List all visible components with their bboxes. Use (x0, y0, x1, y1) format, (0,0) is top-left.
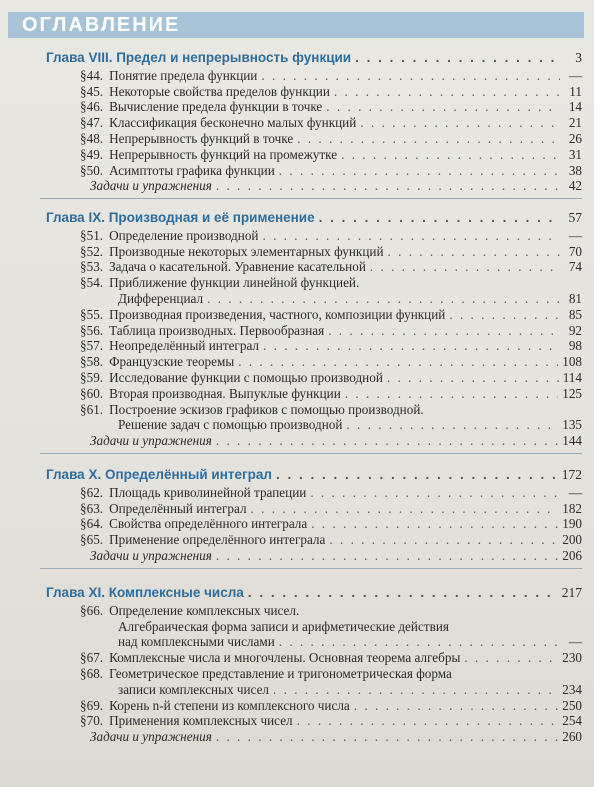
dot-leader (273, 682, 558, 698)
page-number: 230 (562, 650, 582, 666)
dot-leader (326, 99, 560, 115)
section-title-line: Непрерывность функций в точке (109, 131, 294, 146)
section-number: §44. (80, 67, 104, 83)
section-entry[interactable] (80, 402, 424, 418)
page-number: 21 (568, 115, 582, 131)
page-number: 85 (568, 306, 582, 322)
chapter-divider (40, 568, 582, 569)
section-title-line: Производные некоторых элементарных функций (109, 243, 384, 259)
section-entry[interactable] (80, 354, 582, 370)
dot-leader (311, 516, 558, 532)
section-number: §51. (80, 227, 104, 243)
section-entry[interactable] (118, 291, 582, 307)
section-number: §60. (80, 385, 104, 401)
dot-leader (279, 634, 560, 650)
section-title-line: Производная произведения, частного, композиции функций (109, 306, 446, 322)
section-title-line: Задача о касательной. Уравнение касательной (109, 259, 366, 275)
chapter-title: Глава X. Определённый интеграл (46, 467, 272, 482)
dot-leader (328, 323, 560, 339)
section-number: §50. (80, 162, 104, 178)
section-title-line: Комплексные числа и многочлены. Основная теорема алгебры (109, 650, 461, 666)
section-entry[interactable] (80, 131, 582, 147)
section-entry[interactable] (80, 713, 582, 729)
dot-leader (216, 178, 560, 194)
page-number: 70 (568, 243, 582, 259)
section-entry[interactable] (118, 417, 582, 433)
section-title-continuation: Алгебраическая форма записи и арифметические действия (118, 618, 449, 634)
page-number: 254 (562, 713, 582, 729)
section-entry[interactable] (80, 698, 582, 714)
section-entry[interactable] (118, 634, 582, 650)
section-title-line: Таблица производных. Первообразная (109, 322, 325, 338)
page-number: — (568, 67, 582, 83)
section-title-line: Определённый интеграл (109, 500, 247, 516)
section-title-line: записи комплексных чисел (118, 681, 270, 697)
section-number: §62. (80, 484, 104, 500)
section-entry[interactable] (118, 682, 582, 698)
page-number: 135 (562, 417, 582, 433)
dot-leader (310, 485, 560, 501)
dot-leader (216, 548, 558, 564)
section-number: §52. (80, 243, 104, 259)
tasks-label: Задачи и упражнения (90, 178, 212, 194)
section-number: §57. (80, 338, 104, 354)
page-number: 3 (575, 50, 582, 65)
chapter-divider (40, 453, 582, 454)
section-entry[interactable] (80, 532, 582, 548)
dot-leader (464, 650, 558, 666)
dot-leader (329, 532, 558, 548)
tasks-label: Задачи и упражнения (90, 729, 212, 745)
section-title-line: Определение производной (109, 227, 259, 243)
tasks-entry[interactable] (90, 548, 582, 564)
dot-leader (341, 147, 560, 163)
dot-leader (388, 244, 560, 260)
page-number: 217 (561, 585, 582, 600)
dot-leader (262, 228, 560, 244)
page-number: 172 (561, 467, 582, 482)
tasks-label: Задачи и упражнения (90, 433, 212, 449)
dot-leader (319, 210, 560, 226)
section-number: §70. (80, 713, 104, 729)
section-number: §59. (80, 370, 104, 385)
dot-leader (345, 386, 558, 402)
dot-leader (387, 370, 559, 386)
dot-leader (354, 698, 558, 714)
dot-leader (216, 729, 558, 745)
dot-leader (370, 259, 560, 275)
tasks-label: Задачи и упражнения (90, 548, 212, 563)
section-title-line: Приближение функции линейной функцией. (109, 275, 360, 291)
page-number: 206 (562, 548, 582, 563)
section-number: §65. (80, 532, 104, 548)
section-number: §48. (80, 131, 104, 146)
section-number: §66. (80, 602, 104, 618)
dot-leader (207, 291, 560, 307)
dot-leader (238, 354, 558, 370)
dot-leader (279, 163, 560, 179)
section-title-line: Применение определённого интеграла (109, 532, 326, 548)
dot-leader (297, 131, 560, 147)
dot-leader (334, 84, 560, 100)
title-bar (8, 12, 584, 38)
section-entry[interactable] (80, 307, 582, 323)
dot-leader (216, 433, 558, 449)
section-number: §53. (80, 259, 104, 275)
section-number: §58. (80, 354, 104, 370)
section-title-line: Классификация бесконечно малых функций (109, 115, 357, 131)
chapter-heading[interactable] (46, 585, 582, 601)
dot-leader (449, 307, 560, 323)
page-number: 200 (562, 532, 582, 548)
section-title-line: Вторая производная. Выпуклые функции (109, 385, 341, 401)
section-entry[interactable] (80, 485, 582, 501)
section-title-line: Непрерывность функций на промежутке (109, 146, 338, 162)
section-title-line: Площадь криволинейной трапеции (109, 484, 307, 500)
page-number: 125 (562, 385, 582, 401)
section-title-line: Построение эскизов графиков с помощью производной. (109, 401, 424, 417)
page-number: 98 (568, 338, 582, 354)
section-number: §54. (80, 275, 104, 291)
page-number: 31 (568, 146, 582, 162)
page-number: 234 (562, 681, 582, 697)
tasks-entry[interactable] (90, 433, 582, 449)
dot-leader (261, 68, 560, 84)
page-number: 250 (562, 697, 582, 713)
section-number: §56. (80, 322, 104, 338)
dot-leader (360, 115, 560, 131)
dot-leader (355, 50, 560, 66)
section-entry[interactable] (80, 386, 582, 402)
section-number: §69. (80, 697, 104, 713)
section-entry[interactable] (80, 338, 582, 354)
section-title-line: Свойства определённого интеграла (109, 516, 308, 532)
page-number: 11 (569, 83, 582, 99)
section-number: §49. (80, 146, 104, 162)
dot-leader (251, 501, 559, 517)
page-number: 57 (568, 210, 582, 225)
chapter-heading[interactable] (46, 467, 582, 483)
page-number: 114 (562, 370, 582, 385)
section-title-line: Решение задач с помощью производной (118, 417, 343, 433)
section-entry[interactable] (80, 666, 452, 682)
page-number: 182 (562, 500, 582, 516)
tasks-entry[interactable] (90, 729, 582, 745)
section-title-line: Корень n-й степени из комплексного числа (109, 697, 350, 713)
section-entry[interactable] (80, 650, 582, 666)
section-title-line: Исследование функции с помощью производной (109, 370, 383, 385)
section-entry[interactable] (80, 84, 582, 100)
chapter-heading[interactable] (46, 50, 582, 66)
dot-leader (263, 338, 560, 354)
dot-leader (276, 467, 558, 483)
chapter-title: Глава VIII. Предел и непрерывность функции (46, 50, 352, 65)
section-title-line: Понятие предела функции (109, 67, 258, 83)
page-number: 81 (568, 291, 582, 306)
page-number: 42 (568, 178, 582, 194)
section-entry[interactable] (80, 147, 582, 163)
section-entry[interactable] (80, 163, 582, 179)
section-title-line: Французские теоремы (109, 354, 235, 370)
chapter-title: Глава XI. Комплексные числа (46, 585, 244, 600)
section-number: §67. (80, 650, 104, 666)
page-number: 38 (568, 162, 582, 178)
section-title-line: Неопределённый интеграл (109, 338, 259, 354)
section-entry[interactable] (80, 370, 582, 386)
section-title-line: Определение комплексных чисел. (109, 602, 300, 618)
section-entry[interactable] (80, 228, 582, 244)
dot-leader (248, 585, 558, 601)
section-title-line: Асимптоты графика функции (109, 162, 275, 178)
page-number: 74 (568, 259, 582, 275)
section-number: §61. (80, 401, 104, 417)
tasks-entry[interactable] (90, 178, 582, 194)
section-number: §46. (80, 99, 104, 115)
section-number: §47. (80, 115, 104, 131)
section-entry[interactable] (80, 501, 582, 517)
dot-leader (346, 417, 558, 433)
section-entry[interactable] (80, 68, 582, 84)
page-number: — (568, 484, 582, 500)
section-title-line: Вычисление предела функции в точке (109, 99, 323, 115)
page-number: 144 (562, 433, 582, 449)
page-number: 26 (568, 131, 582, 146)
section-entry[interactable] (80, 259, 582, 275)
section-entry[interactable] (80, 99, 582, 115)
section-title-line: Некоторые свойства пределов функции (109, 83, 330, 99)
section-title-line: Дифференциал (118, 291, 204, 306)
dot-leader (297, 713, 559, 729)
page-title: ОГЛАВЛЕНИЕ (22, 14, 181, 36)
section-entry[interactable] (80, 115, 582, 131)
section-entry[interactable] (80, 275, 359, 291)
chapter-title: Глава IX. Производная и её применение (46, 210, 315, 225)
section-title-line: над комплексными числами (118, 634, 275, 650)
page-number: 190 (562, 516, 582, 532)
section-number: §45. (80, 83, 104, 99)
section-title-line: Геометрическое представление и тригонометрическая форма (109, 666, 452, 681)
section-entry[interactable] (80, 244, 582, 260)
section-number: §68. (80, 666, 104, 681)
section-number: §63. (80, 500, 104, 516)
page-number: — (568, 634, 582, 650)
section-number: §64. (80, 516, 104, 532)
section-entry[interactable] (80, 323, 582, 339)
section-number: §55. (80, 306, 104, 322)
page-number: 14 (568, 99, 582, 115)
section-entry[interactable] (80, 603, 299, 619)
page-number: 260 (562, 729, 582, 745)
page-number: 92 (568, 322, 582, 338)
page-number: — (568, 227, 582, 243)
section-entry[interactable] (80, 516, 582, 532)
section-title-line: Применения комплексных чисел (109, 713, 293, 729)
page-number: 108 (562, 354, 582, 370)
chapter-heading[interactable] (46, 210, 582, 226)
chapter-divider (40, 198, 582, 199)
